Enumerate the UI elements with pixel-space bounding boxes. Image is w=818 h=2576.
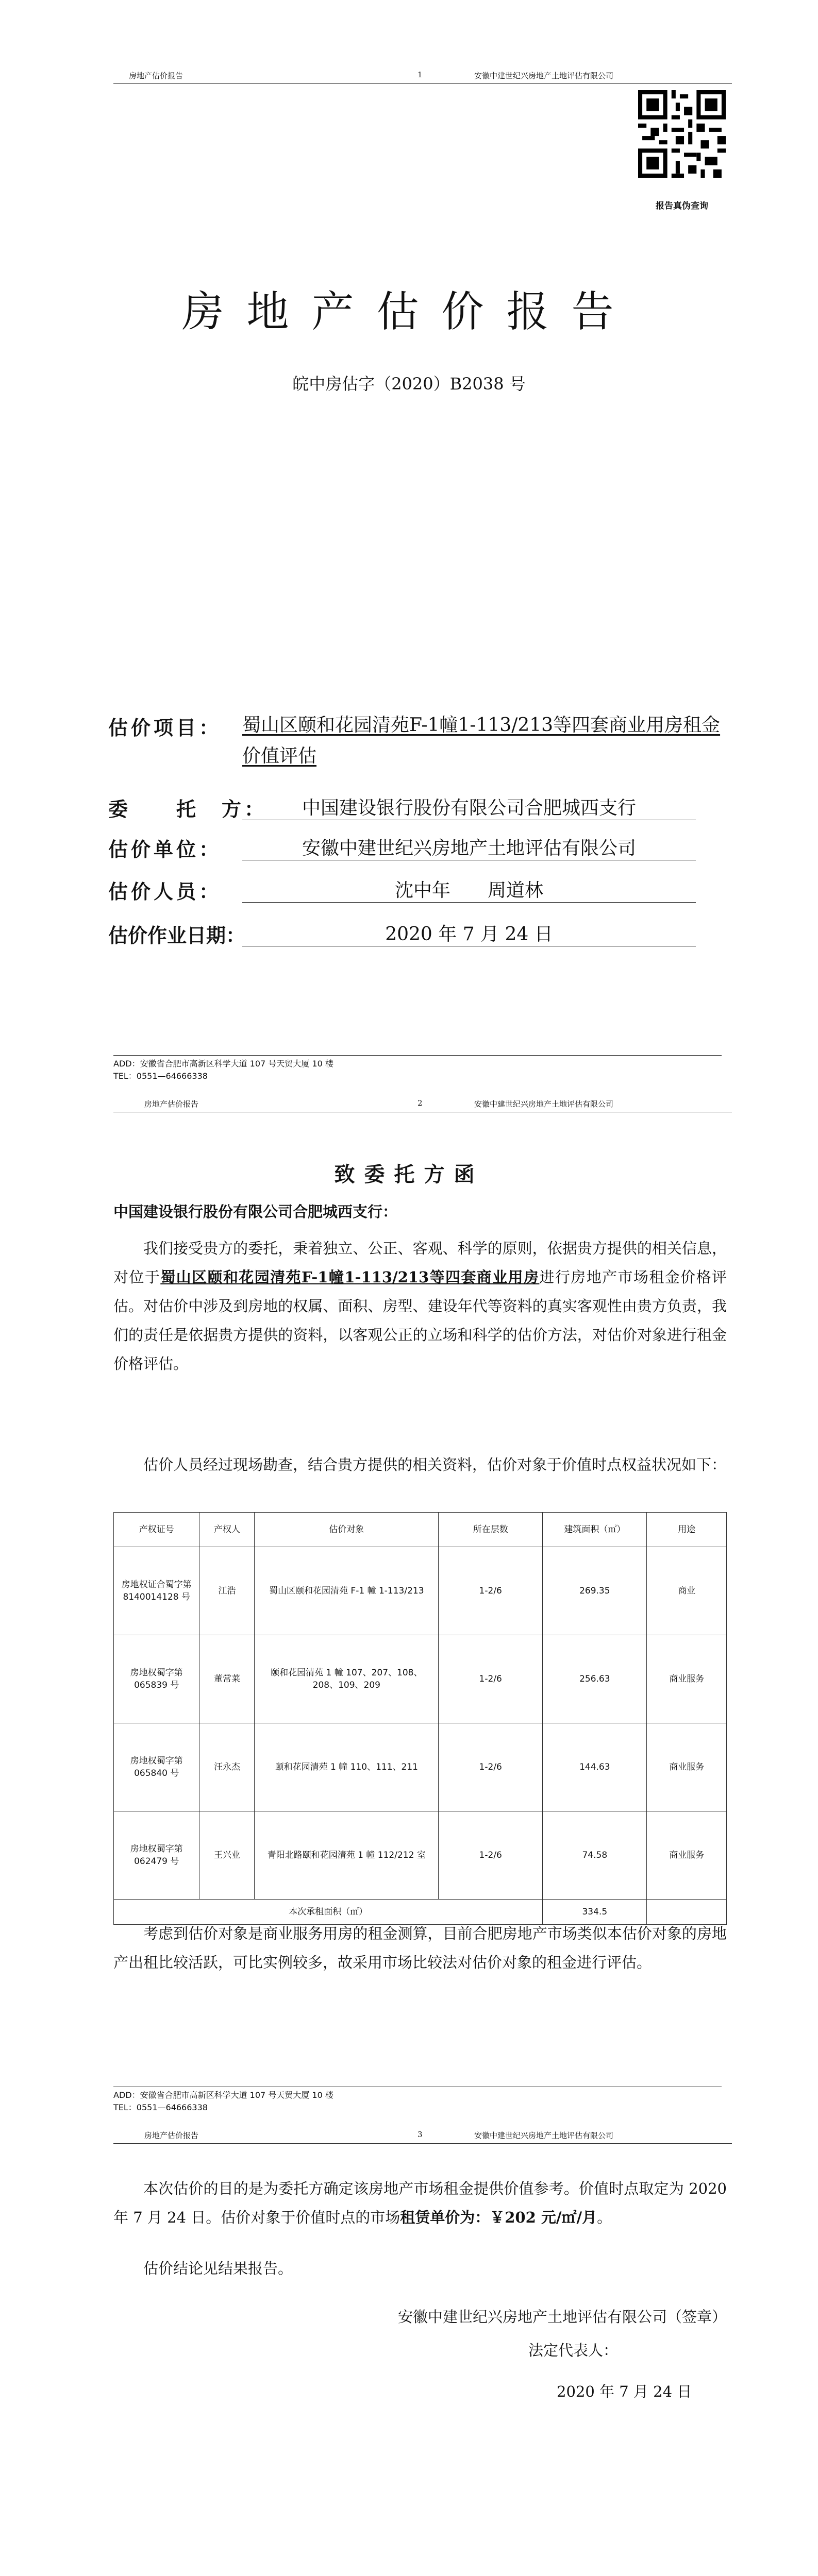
header-right: 安徽中建世纪兴房地产土地评估有限公司 <box>474 1099 614 1109</box>
cell-usage: 商业 <box>647 1547 727 1635</box>
total-value: 334.5 <box>543 1900 647 1925</box>
p1-text-a: 我们接受贵方的委托，秉着独立、公正、客观、科学的原则，依据贵方提供的相关信息，对位于 <box>113 1240 727 1286</box>
table-header-row <box>114 1513 727 1547</box>
field-value-appraiser: 安徽中建世纪兴房地产土地评估有限公司 <box>242 834 696 860</box>
table-row <box>114 1547 727 1635</box>
letter-paragraph-5: 估价结论见结果报告。 <box>143 2260 293 2277</box>
field-label-project: 估价项目： <box>108 716 222 739</box>
letter-addressee: 中国建设银行股份有限公司合肥城西支行： <box>113 1203 398 1221</box>
page-header <box>113 68 732 84</box>
qr-caption: 报告真伪查询 <box>656 201 708 211</box>
cell-area: 74.58 <box>543 1811 647 1900</box>
cell-usage: 商业服务 <box>647 1723 727 1811</box>
letter-heading: 致委托方函 <box>334 1162 484 1187</box>
header-left: 房地产估价报告 <box>129 71 183 80</box>
cell-floor: 1-2/6 <box>439 1635 543 1723</box>
signature-date: 2020 年 7 月 24 日 <box>557 2383 692 2400</box>
col-area: 建筑面积（㎡） <box>543 1513 647 1547</box>
col-owner: 产权人 <box>199 1513 255 1547</box>
cell-floor: 1-2/6 <box>439 1811 543 1900</box>
signature-representative: 法定代表人： <box>528 2342 619 2359</box>
footer-address: ADD：安徽省合肥市高新区科学大道 107 号天贸大厦 10 楼 <box>113 2090 333 2100</box>
signature-company: 安徽中建世纪兴房地产土地评估有限公司（签章） <box>397 2308 727 2326</box>
table-row <box>114 1723 727 1811</box>
letter-paragraph-1 <box>113 1234 727 1378</box>
report-title: 房地产估价报告 <box>181 287 637 336</box>
letter-paragraph-4 <box>113 2174 727 2232</box>
total-label: 本次承租面积（㎡） <box>114 1900 543 1925</box>
page-number: 2 <box>418 1098 423 1108</box>
cell-owner: 王兴业 <box>199 1811 255 1900</box>
cell-floor: 1-2/6 <box>439 1547 543 1635</box>
letter-paragraph-2: 估价人员经过现场勘查，结合贵方提供的相关资料，估价对象于价值时点权益状况如下： <box>143 1456 727 1473</box>
table-row <box>114 1635 727 1723</box>
footer-address: ADD：安徽省合肥市高新区科学大道 107 号天贸大厦 10 楼 <box>113 1059 333 1069</box>
cell-area: 269.35 <box>543 1547 647 1635</box>
cell-cert-no: 房地权蜀字第 062479 号 <box>114 1811 199 1900</box>
cell-cert-no: 房地权证合蜀字第 8140014128 号 <box>114 1547 199 1635</box>
letter-paragraph-3: 考虑到估价对象是商业服务用房的租金测算，目前合肥房地产市场类似本估价对象的房地产出租比较活跃，可比实例较多，故采用市场比较法对估价对象的租金进行评估。 <box>113 1925 727 1971</box>
field-value-date: 2020 年 7 月 24 日 <box>242 920 696 946</box>
p4-end: 。 <box>597 2209 612 2226</box>
page-footer <box>113 2087 722 2114</box>
qr-code[interactable] <box>638 90 726 178</box>
field-label-staff: 估价人员： <box>108 880 222 903</box>
cell-owner: 董常莱 <box>199 1635 255 1723</box>
cell-owner: 汪永杰 <box>199 1723 255 1811</box>
cell-area: 256.63 <box>543 1635 647 1723</box>
cell-object: 颐和花园清苑 1 幢 110、111、211 <box>255 1723 439 1811</box>
p1-text-c: 进行房地产市场租金价格评估。对估价中涉及到房地的权属、面积、房型、建设年代等资料的真实客观性由贵方负责，我们的责任是依据贵方提供的资料，以客观公正的立场和科学的估价方法，对估价对象进行租金价格评估。 <box>113 1268 727 1372</box>
footer-tel: TEL：0551—64666338 <box>113 2103 208 2112</box>
col-cert-no: 产权证号 <box>114 1513 199 1547</box>
cell-cert-no: 房地权蜀字第 065839 号 <box>114 1635 199 1723</box>
table-row <box>114 1811 727 1900</box>
page-footer <box>113 1055 722 1082</box>
cell-owner: 江浩 <box>199 1547 255 1635</box>
field-value-client: 中国建设银行股份有限公司合肥城西支行 <box>242 793 696 820</box>
field-label-date: 估价作业日期： <box>108 924 246 947</box>
valuation-table <box>113 1512 727 1925</box>
col-floor: 所在层数 <box>439 1513 543 1547</box>
col-object: 估价对象 <box>255 1513 439 1547</box>
cell-object: 颐和花园清苑 1 幢 107、207、108、208、109、209 <box>255 1635 439 1723</box>
cell-cert-no: 房地权蜀字第 065840 号 <box>114 1723 199 1811</box>
cell-object: 青阳北路颐和花园清苑 1 幢 112/212 室 <box>255 1811 439 1900</box>
document-number: 皖中房估字（2020）B2038 号 <box>292 374 526 394</box>
page-header <box>113 1096 732 1112</box>
header-left: 房地产估价报告 <box>144 1099 199 1109</box>
field-label-appraiser: 估价单位： <box>108 838 222 861</box>
page-header <box>113 2128 732 2144</box>
header-right: 安徽中建世纪兴房地产土地评估有限公司 <box>474 71 614 80</box>
p4-text: 本次估价的目的是为委托方确定该房地产市场租金提供价值参考。价值时点取定为 2020 年 7 月 24 日。估价对象于价值时点的市场 <box>113 2180 727 2226</box>
cell-floor: 1-2/6 <box>439 1723 543 1811</box>
page-number: 1 <box>418 70 423 79</box>
page-number: 3 <box>418 2130 423 2139</box>
header-left: 房地产估价报告 <box>144 2131 199 2140</box>
cell-usage: 商业服务 <box>647 1635 727 1723</box>
p1-property: 蜀山区颐和花园清苑F-1幢1-113/213等四套商业用房 <box>160 1268 540 1286</box>
col-usage: 用途 <box>647 1513 727 1547</box>
cell-object: 蜀山区颐和花园清苑 F-1 幢 1-113/213 <box>255 1547 439 1635</box>
cell-usage: 商业服务 <box>647 1811 727 1900</box>
field-value-staff: 沈中年 周道林 <box>242 876 696 903</box>
field-label-client: 委 托 方： <box>108 798 268 821</box>
p4-rent-price: 租赁单价为：￥202 元/㎡/月 <box>400 2209 597 2226</box>
header-right: 安徽中建世纪兴房地产土地评估有限公司 <box>474 2131 614 2140</box>
field-value-project: 蜀山区颐和花园清苑F-1幢1-113/213等四套商业用房租金价值评估 <box>242 715 721 767</box>
cell-area: 144.63 <box>543 1723 647 1811</box>
footer-tel: TEL：0551—64666338 <box>113 1071 208 1081</box>
